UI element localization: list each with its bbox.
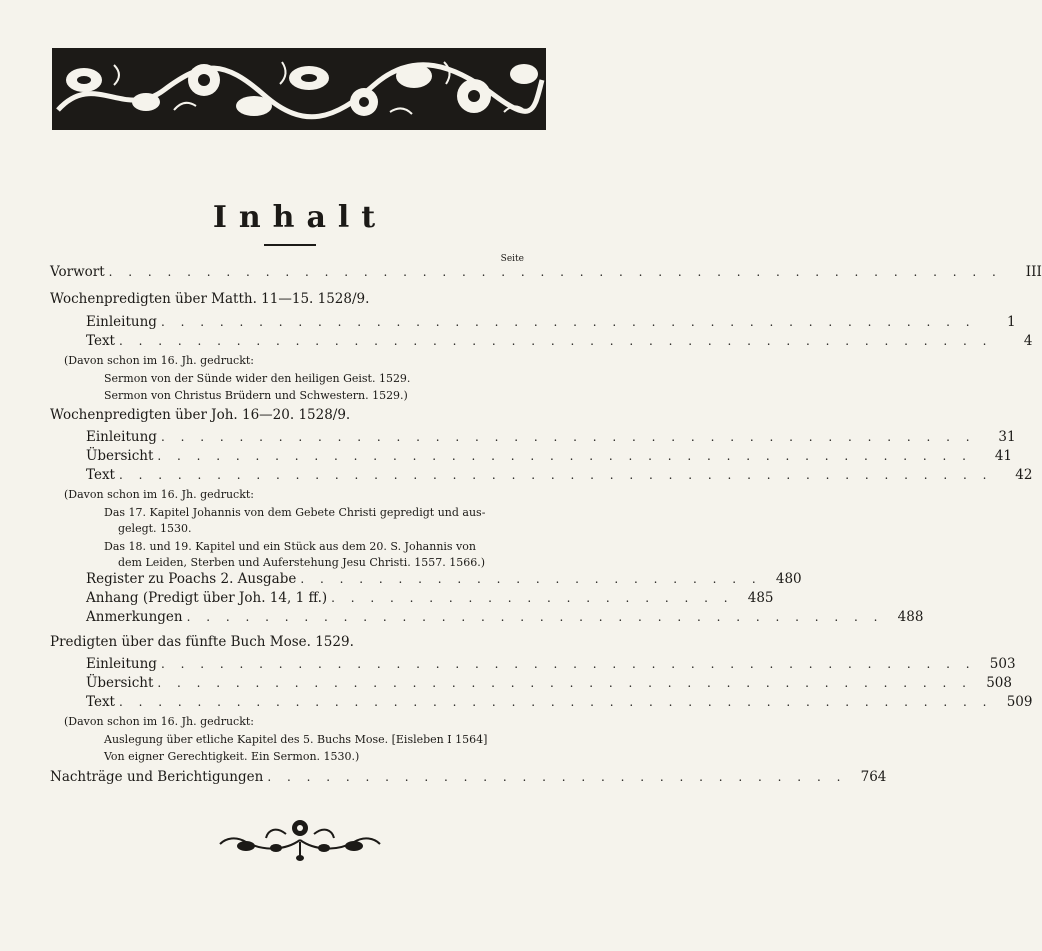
leader-dots: . . . . . . . . . . . . . . . . . . . . . . . . . . . . . . . . . . . . <box>186 610 884 624</box>
toc-note: (Davon schon im 16. Jh. gedruckt: <box>64 354 254 367</box>
toc-page-number: III <box>1025 264 1042 280</box>
toc-entry-einleitung[interactable]: Einleitung . . . . . . . . . . . . . . . . . . . . . . . . . . . . . . . . . . . . . . . . . . 1 <box>86 314 1016 330</box>
leader-dots: . . . . . . . . . . . . . . . . . . . . . <box>331 591 734 605</box>
toc-entry-einleitung[interactable]: Einleitung . . . . . . . . . . . . . . . . . . . . . . . . . . . . . . . . . . . . . . . . . . 503 <box>86 656 1016 672</box>
toc-entry-anhang[interactable]: Anhang (Predigt über Joh. 14, 1 ff.) . . . . . . . . . . . . . . . . . . . . . 485 <box>86 590 774 606</box>
toc-note: Auslegung über etliche Kapitel des 5. Buchs Mose. [Eisleben I 1564] <box>104 733 488 746</box>
toc-note: (Davon schon im 16. Jh. gedruckt: <box>64 488 254 501</box>
leader-dots: . . . . . . . . . . . . . . . . . . . . . . . . . . . . . . . . . . . . . . . . . . <box>157 676 972 690</box>
leader-dots: . . . . . . . . . . . . . . . . . . . . . . . . . . . . . . . . . . . . . . . . . . <box>160 430 976 444</box>
floral-fleuron-icon <box>216 812 384 862</box>
leader-dots: . . . . . . . . . . . . . . . . . . . . . . . . <box>300 572 762 586</box>
page-title: Inhalt <box>212 200 388 235</box>
toc-entry-vorwort[interactable] <box>50 264 1042 280</box>
leader-dots: . . . . . . . . . . . . . . . . . . . . . . . . . . . . . . . . . . . . . . . . . . . . . <box>118 468 993 482</box>
leader-dots: . . . . . . . . . . . . . . . . . . . . . . . . . . . . . . . . . . . . . . . . . . . . . . <box>108 265 1002 279</box>
toc-note: dem Leiden, Sterben und Auferstehung Jesu Christi. 1557. 1566.) <box>118 556 486 569</box>
toc-note: Von eigner Gerechtigkeit. Ein Sermon. 1530.) <box>104 750 360 763</box>
leader-dots: . . . . . . . . . . . . . . . . . . . . . . . . . . . . . . <box>267 770 847 784</box>
leader-dots: . . . . . . . . . . . . . . . . . . . . . . . . . . . . . . . . . . . . . . . . . . . . . <box>118 695 993 709</box>
toc-note: Das 18. und 19. Kapitel und ein Stück aus dem 20. S. Johannis von <box>104 540 476 553</box>
toc-note: gelegt. 1530. <box>118 522 192 535</box>
toc-entry-text[interactable]: Text . . . . . . . . . . . . . . . . . . . . . . . . . . . . . . . . . . . . . . . . . . . . . 4 <box>86 333 1033 349</box>
leader-dots: . . . . . . . . . . . . . . . . . . . . . . . . . . . . . . . . . . . . . . . . . . . . . <box>118 334 993 348</box>
toc-entry-register[interactable]: Register zu Poachs 2. Ausgabe . . . . . . . . . . . . . . . . . . . . . . . . 480 <box>86 571 802 587</box>
toc-section-heading[interactable]: Predigten über das fünfte Buch Mose. 1529. <box>50 634 354 650</box>
leader-dots: . . . . . . . . . . . . . . . . . . . . . . . . . . . . . . . . . . . . . . . . . . <box>160 657 976 671</box>
toc-entry-text[interactable]: Text . . . . . . . . . . . . . . . . . . . . . . . . . . . . . . . . . . . . . . . . . . . . . 42 <box>86 467 1033 483</box>
leader-dots: . . . . . . . . . . . . . . . . . . . . . . . . . . . . . . . . . . . . . . . . . . <box>160 315 976 329</box>
page-column-label: Seite <box>500 254 524 264</box>
toc-entry-anmerkungen[interactable]: Anmerkungen . . . . . . . . . . . . . . . . . . . . . . . . . . . . . . . . . . . . 488 <box>86 609 924 625</box>
leader-dots: . . . . . . . . . . . . . . . . . . . . . . . . . . . . . . . . . . . . . . . . . . <box>157 449 972 463</box>
toc-entry-uebersicht[interactable]: Übersicht . . . . . . . . . . . . . . . . . . . . . . . . . . . . . . . . . . . . . . . . . . 508 <box>86 675 1012 691</box>
toc-note: Das 17. Kapitel Johannis von dem Gebete Christi gepredigt und aus- <box>104 506 486 519</box>
toc-entry-text[interactable]: Text . . . . . . . . . . . . . . . . . . . . . . . . . . . . . . . . . . . . . . . . . . . . . 509 <box>86 694 1033 710</box>
toc-note: Sermon von Christus Brüdern und Schwestern. 1529.) <box>104 389 408 402</box>
toc-note: (Davon schon im 16. Jh. gedruckt: <box>64 715 254 728</box>
toc-section-heading[interactable]: Wochenpredigten über Matth. 11—15. 1528/9. <box>50 291 370 307</box>
toc-section-heading[interactable]: Wochenpredigten über Joh. 16—20. 1528/9. <box>50 407 351 423</box>
toc-entry-einleitung[interactable]: Einleitung . . . . . . . . . . . . . . . . . . . . . . . . . . . . . . . . . . . . . . . . . . 31 <box>86 429 1016 445</box>
toc-entry-uebersicht[interactable]: Übersicht . . . . . . . . . . . . . . . . . . . . . . . . . . . . . . . . . . . . . . . . . . 41 <box>86 448 1012 464</box>
toc-entry-nachtraege[interactable]: Nachträge und Berichtigungen . . . . . . . . . . . . . . . . . . . . . . . . . . . . . . 764 <box>50 769 887 785</box>
toc-entry-label: Vorwort <box>50 264 105 280</box>
toc-note: Sermon von der Sünde wider den heiligen Geist. 1529. <box>104 372 411 385</box>
